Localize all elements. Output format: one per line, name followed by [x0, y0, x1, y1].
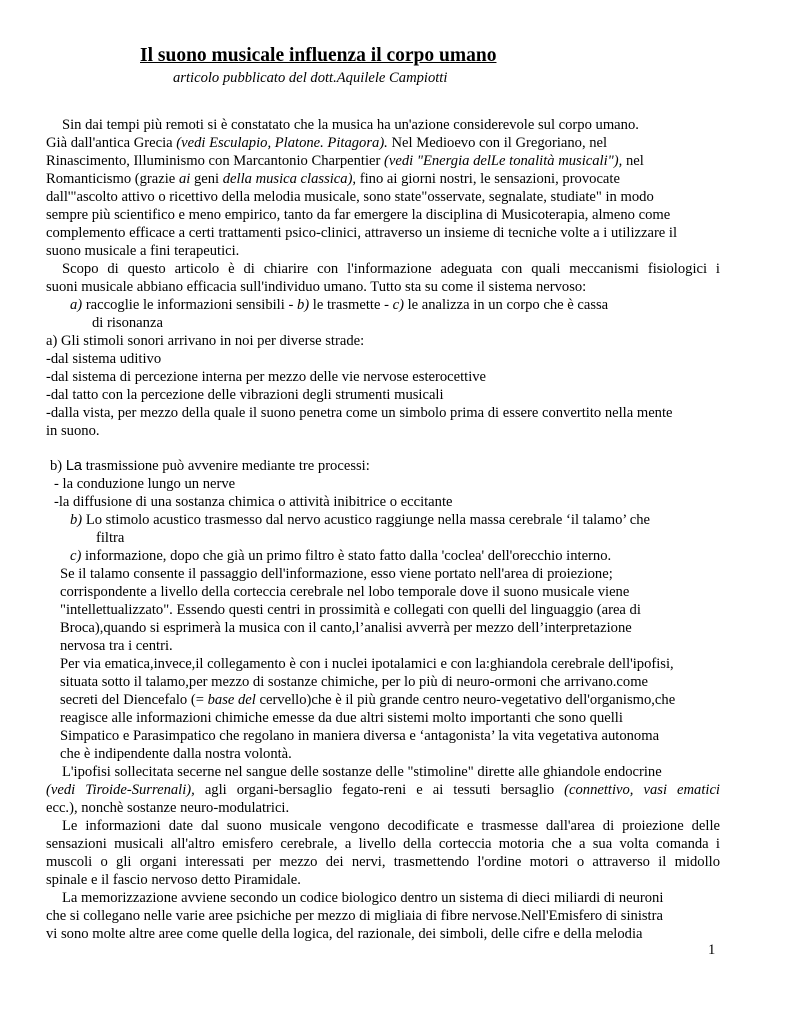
text-line — [46, 835, 720, 853]
text-span: agli organi-bersaglio fegato-reni e ai tessuti bersaglio — [194, 782, 565, 798]
text-line — [46, 332, 720, 350]
text-line — [46, 619, 720, 637]
text-line — [46, 763, 720, 781]
text-span: geni — [190, 171, 223, 187]
text-line — [46, 727, 720, 745]
text-line — [46, 799, 720, 817]
text-line — [46, 637, 720, 655]
text-line — [46, 350, 720, 368]
text-line — [46, 745, 720, 763]
text-line — [46, 314, 720, 332]
text-span: -dalla vista, per mezzo della quale il suono penetra come un simbolo prima di essere convertito nella mente — [46, 405, 673, 421]
italic-text: ai — [178, 171, 191, 187]
text-line — [46, 404, 720, 422]
text-line — [46, 817, 720, 835]
text-span: Già dall'antica Grecia — [46, 135, 177, 151]
text-line — [46, 242, 720, 260]
text-line — [46, 368, 720, 386]
text-line — [46, 925, 720, 943]
text-line — [46, 583, 720, 601]
italic-text: (connettivo, vasi ematici — [564, 782, 720, 798]
text-span: ascolto attivo o ricettivo della melodia musicale, sono state"osservate, segnalate, studiate" in modo — [76, 189, 654, 205]
italic-text: (vedi Tiroide-Surrenali), — [46, 782, 195, 798]
text-line — [46, 907, 720, 925]
text-line — [46, 871, 720, 889]
text-span: "intellettualizzato". Essendo questi centri in prossimità e collegati con quelli del linguaggio (area di — [60, 602, 641, 618]
text-span: sensazioni musicali all'altro emisfero cerebrale, a livello della corteccia motoria che a sua volta comanda i — [46, 836, 720, 852]
text-span: vi sono molte altre aree come quelle della logica, del razionale, dei simboli, delle cifre e della melodia — [46, 926, 643, 942]
text-span: sempre più scientifico e meno empirico, tanto da far emergere la disciplina di Musicoterapia, almeno come — [46, 207, 671, 223]
italic-text: (vedi "Energia delLe tonalità musicali"), — [384, 153, 623, 169]
text-span: La — [65, 458, 83, 474]
text-line — [46, 422, 720, 440]
blank-line — [46, 440, 720, 457]
text-line — [46, 889, 720, 907]
text-span: Lo stimolo acustico trasmesso dal nervo acustico raggiunge nella massa cerebrale ‘il talamo’ che — [82, 512, 651, 528]
text-line — [46, 206, 720, 224]
text-span: complemento efficace a certi trattamenti psico-clinici, attraverso un insieme di tecniche volte a i utilizzare il — [46, 225, 678, 241]
italic-text: c) — [70, 548, 82, 564]
text-span: in suono. — [46, 423, 100, 439]
text-line — [46, 457, 720, 475]
text-span: muscoli o gli organi interessati per mezzo dei nervi, trasmettendo l'ordine motori o attraverso il midollo — [46, 854, 720, 870]
page-number: 1 — [708, 942, 716, 958]
text-span: reagisce alle informazioni chimiche emesse da due altri sistemi molto importanti che sono quelli — [60, 710, 623, 726]
article-byline: articolo pubblicato del dott.Aquilele Campiotti — [173, 70, 448, 86]
text-line — [46, 475, 720, 493]
text-span: Sin dai tempi più remoti si è constatato che la musica ha un'azione considerevole sul corpo umano. — [62, 117, 639, 133]
text-span: che è indipendente dalla nostra volontà. — [60, 746, 292, 762]
text-span: di risonanza — [92, 315, 163, 331]
text-line — [46, 673, 720, 691]
text-span: Broca),quando si esprimerà la musica con il canto,l’analisi avverrà per mezzo dell’interpretazione — [60, 620, 632, 636]
text-line — [46, 188, 720, 206]
text-span: suoni musicale abbiano efficacia sull'individuo umano. Tutto sta su come il sistema nervoso: — [46, 279, 587, 295]
italic-text: della musica classica), — [222, 171, 357, 187]
italic-text: (vedi Esculapio, Platone. Pitagora). — [176, 135, 388, 151]
text-span: Romanticismo (grazie — [46, 171, 179, 187]
article-title: Il suono musicale influenza il corpo umano — [140, 45, 497, 66]
text-span: cervello)che è il più grande centro neuro-vegetativo dell'organismo,che — [255, 692, 676, 708]
italic-text: base del — [207, 692, 256, 708]
text-span: filtra — [96, 530, 125, 546]
text-span: dall'" — [46, 189, 77, 205]
text-span: ecc.), nonchè sostanze neuro-modulatrici. — [46, 800, 290, 816]
text-span: -dal tatto con la percezione delle vibrazioni degli strumenti musicali — [46, 387, 444, 403]
text-span: La memorizzazione avviene secondo un codice biologico dentro un sistema di dieci miliardi di neuroni — [62, 890, 664, 906]
text-span: -la diffusione di una sostanza chimica o attività inibitrice o eccitante — [54, 494, 453, 510]
text-line — [46, 386, 720, 404]
text-span: nel — [622, 153, 644, 169]
text-span: -dal sistema di percezione interna per mezzo delle vie nervose esterocettive — [46, 369, 487, 385]
text-span: informazione, dopo che già un primo filtro è stato fatto dalla 'coclea' dell'orecchio interno. — [81, 548, 612, 564]
text-line — [46, 511, 720, 529]
text-span: Per via ematica,invece,il collegamento è con i nuclei ipotalamici e con la:ghiandola cerebrale dell'ipofisi, — [60, 656, 674, 672]
text-line — [46, 134, 720, 152]
text-span: nervosa tra i centri. — [60, 638, 173, 654]
text-line — [46, 296, 720, 314]
text-span: L'ipofisi sollecitata secerne nel sangue delle sostanze delle "stimoline" dirette alle ghiandole endocrine — [62, 764, 662, 780]
text-span: corrispondente a livello della corteccia cerebrale nel lobo temporale dove il suono musicale viene — [60, 584, 630, 600]
text-span: Se il talamo consente il passaggio dell'informazione, esso viene portato nell'area di proiezione; — [60, 566, 613, 582]
text-span: spinale e il fascio nervoso detto Piramidale. — [46, 872, 301, 888]
text-span: raccoglie le informazioni sensibili - — [82, 297, 297, 313]
text-line — [46, 709, 720, 727]
text-span: che si collegano nelle varie aree psichiche per mezzo di migliaia di fibre nervose.Nell'Emisfero di sinistra — [46, 908, 663, 924]
text-span: suono musicale a fini terapeutici. — [46, 243, 240, 259]
text-line — [46, 853, 720, 871]
text-span: secreti del Diencefalo (= — [60, 692, 208, 708]
text-span: b) — [50, 458, 66, 474]
text-span: situata sotto il talamo,per mezzo di sostanze chimiche, per lo più di neuro-ormoni che arrivano.come — [60, 674, 649, 690]
text-line — [46, 278, 720, 296]
text-line — [46, 529, 720, 547]
text-span: Le informazioni date dal suono musicale vengono decodificate e trasmesse dall'area di proiezione delle — [62, 818, 720, 834]
text-line — [46, 260, 720, 278]
text-span: Nel Medioevo con il Gregoriano, nel — [387, 135, 608, 151]
text-span: Simpatico e Parasimpatico che regolano in maniera diversa e ‘antagonista’ la vita vegetativa autonoma — [60, 728, 660, 744]
text-line — [46, 655, 720, 673]
text-line — [46, 691, 720, 709]
text-line — [46, 170, 720, 188]
text-span: le trasmette - — [309, 297, 393, 313]
text-span: trasmissione può avvenire mediante tre processi: — [82, 458, 370, 474]
italic-text: b) — [70, 512, 83, 528]
text-line — [46, 116, 720, 134]
text-line — [46, 493, 720, 511]
text-line — [46, 224, 720, 242]
text-span: Scopo di questo articolo è di chiarire con l'informazione adeguata con quali meccanismi fisiologici i — [62, 261, 720, 277]
text-line — [46, 565, 720, 583]
text-line — [46, 601, 720, 619]
text-span: le analizza in un corpo che è cassa — [403, 297, 609, 313]
italic-text: b) — [296, 297, 310, 313]
italic-text: c) — [392, 297, 404, 313]
text-span: Rinascimento, Illuminismo con Marcantonio Charpentier — [46, 153, 385, 169]
text-line — [46, 781, 720, 799]
text-line — [46, 152, 720, 170]
text-span: -dal sistema uditivo — [46, 351, 162, 367]
text-span: a) Gli stimoli sonori arrivano in noi per diverse strade: — [46, 333, 365, 349]
text-line — [46, 547, 720, 565]
text-span: - la conduzione lungo un nerve — [54, 476, 236, 492]
italic-text: a) — [70, 297, 83, 313]
article-body — [46, 116, 720, 943]
text-span: fino ai giorni nostri, le sensazioni, provocate — [356, 171, 620, 187]
